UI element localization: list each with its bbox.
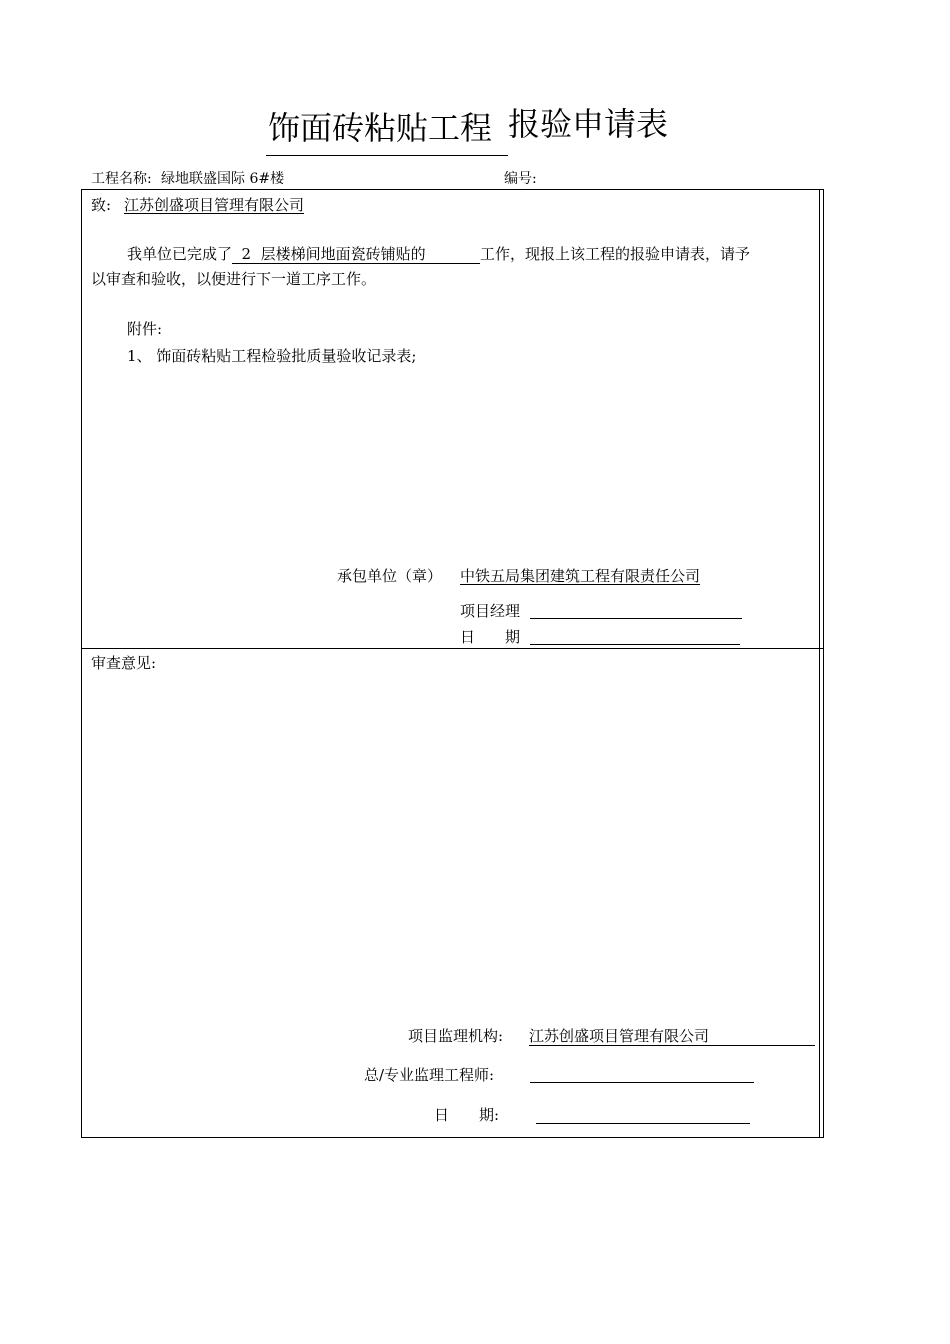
paragraph-suffix: 工作，现报上该工程的报验申请表，请予 <box>480 245 751 263</box>
project-name-value: 绿地联盛国际 6#楼 <box>161 171 285 187</box>
supervising-engineer-signature-line <box>530 1082 754 1083</box>
title-subject-underline <box>266 155 508 156</box>
recipient-value: 江苏创盛项目管理有限公司 <box>124 196 305 214</box>
project-manager-label: 项目经理 <box>460 602 521 620</box>
section-divider <box>81 648 824 649</box>
project-manager-signature-line <box>530 618 742 619</box>
supervisor-org-value: 江苏创盛项目管理有限公司 <box>529 1027 710 1045</box>
supervising-engineer-label: 总/专业监理工程师: <box>364 1066 495 1084</box>
supervisor-org-label: 项目监理机构: <box>408 1027 504 1045</box>
review-date-char-2: 期: <box>479 1106 500 1124</box>
application-date-line <box>530 644 740 645</box>
date-char-2: 期 <box>505 628 521 646</box>
review-date-line <box>536 1123 750 1124</box>
serial-number-label: 编号: <box>504 171 537 187</box>
attachment-label: 附件: <box>127 320 163 338</box>
title-suffix: 报验申请表 <box>508 105 669 143</box>
form-frame <box>81 189 824 1138</box>
project-name-label: 工程名称: <box>91 171 152 187</box>
recipient-label: 致: <box>91 196 112 214</box>
paragraph-prefix: 我单位已完成了 <box>127 245 233 263</box>
form-frame-right-rule <box>819 189 820 1138</box>
attachment-item: 1、 饰面砖粘贴工程检验批质量验收记录表; <box>127 347 417 365</box>
title-subject: 饰面砖粘贴工程 <box>268 109 493 147</box>
completed-work-field: 2 层楼梯间地面瓷砖铺贴的 <box>232 245 480 264</box>
contractor-value: 中铁五局集团建筑工程有限责任公司 <box>460 567 701 585</box>
review-opinion-label: 审查意见: <box>91 654 157 672</box>
application-paragraph <box>127 243 750 265</box>
date-char-1: 日 <box>460 628 476 646</box>
application-date-label <box>460 626 520 648</box>
contractor-label: 承包单位（章） <box>337 567 443 585</box>
supervisor-org-line <box>529 1045 815 1046</box>
review-date-char-1: 日 <box>434 1106 450 1124</box>
application-paragraph-line2: 以审查和验收，以便进行下一道工序工作。 <box>91 270 377 288</box>
review-date-label <box>434 1104 499 1126</box>
